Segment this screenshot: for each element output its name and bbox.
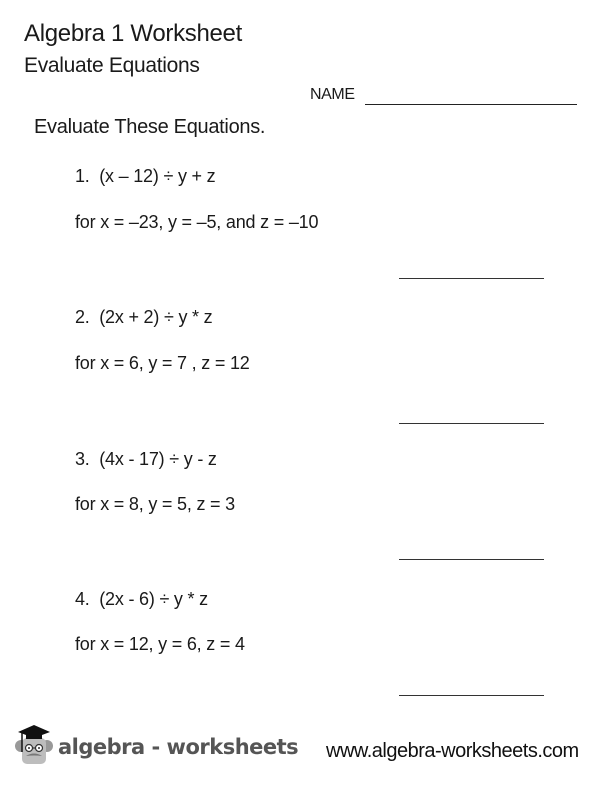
problem-3-answer-line[interactable] (399, 559, 544, 560)
problem-2-values: for x = 6, y = 7 , z = 12 (75, 353, 250, 373)
site-logo (14, 722, 298, 771)
problem-expression: (4x - 17) ÷ y - z (99, 449, 217, 469)
worksheet-title: Algebra 1 Worksheet (24, 20, 242, 47)
problem-expression: (2x + 2) ÷ y * z (99, 307, 213, 327)
problem-1-expression (75, 166, 215, 187)
problem-number: 2. (75, 307, 90, 327)
website-url[interactable]: www.algebra-worksheets.com (326, 740, 579, 762)
problem-1-answer-line[interactable] (399, 278, 544, 279)
name-field-line[interactable] (365, 104, 577, 105)
logo-text: algebra - worksheets (58, 734, 299, 759)
problem-number: 1. (75, 166, 90, 186)
problem-expression: (2x - 6) ÷ y * z (99, 589, 208, 609)
problem-3-values: for x = 8, y = 5, z = 3 (75, 494, 235, 514)
problem-4-answer-line[interactable] (399, 695, 544, 696)
problem-2-answer-line[interactable] (399, 423, 544, 424)
problem-expression: (x – 12) ÷ y + z (99, 166, 216, 186)
problem-1-values: for x = –23, y = –5, and z = –10 (75, 212, 319, 232)
problem-4-expression (75, 589, 208, 610)
problem-number: 3. (75, 449, 90, 469)
problem-2-expression (75, 307, 212, 328)
instructions: Evaluate These Equations. (34, 116, 266, 138)
professor-mascot-icon (14, 722, 54, 771)
worksheet-subtitle: Evaluate Equations (24, 54, 200, 77)
problem-number: 4. (75, 589, 90, 609)
problem-4-values: for x = 12, y = 6, z = 4 (75, 634, 245, 654)
name-label: NAME (310, 86, 355, 103)
problem-3-expression (75, 449, 217, 470)
